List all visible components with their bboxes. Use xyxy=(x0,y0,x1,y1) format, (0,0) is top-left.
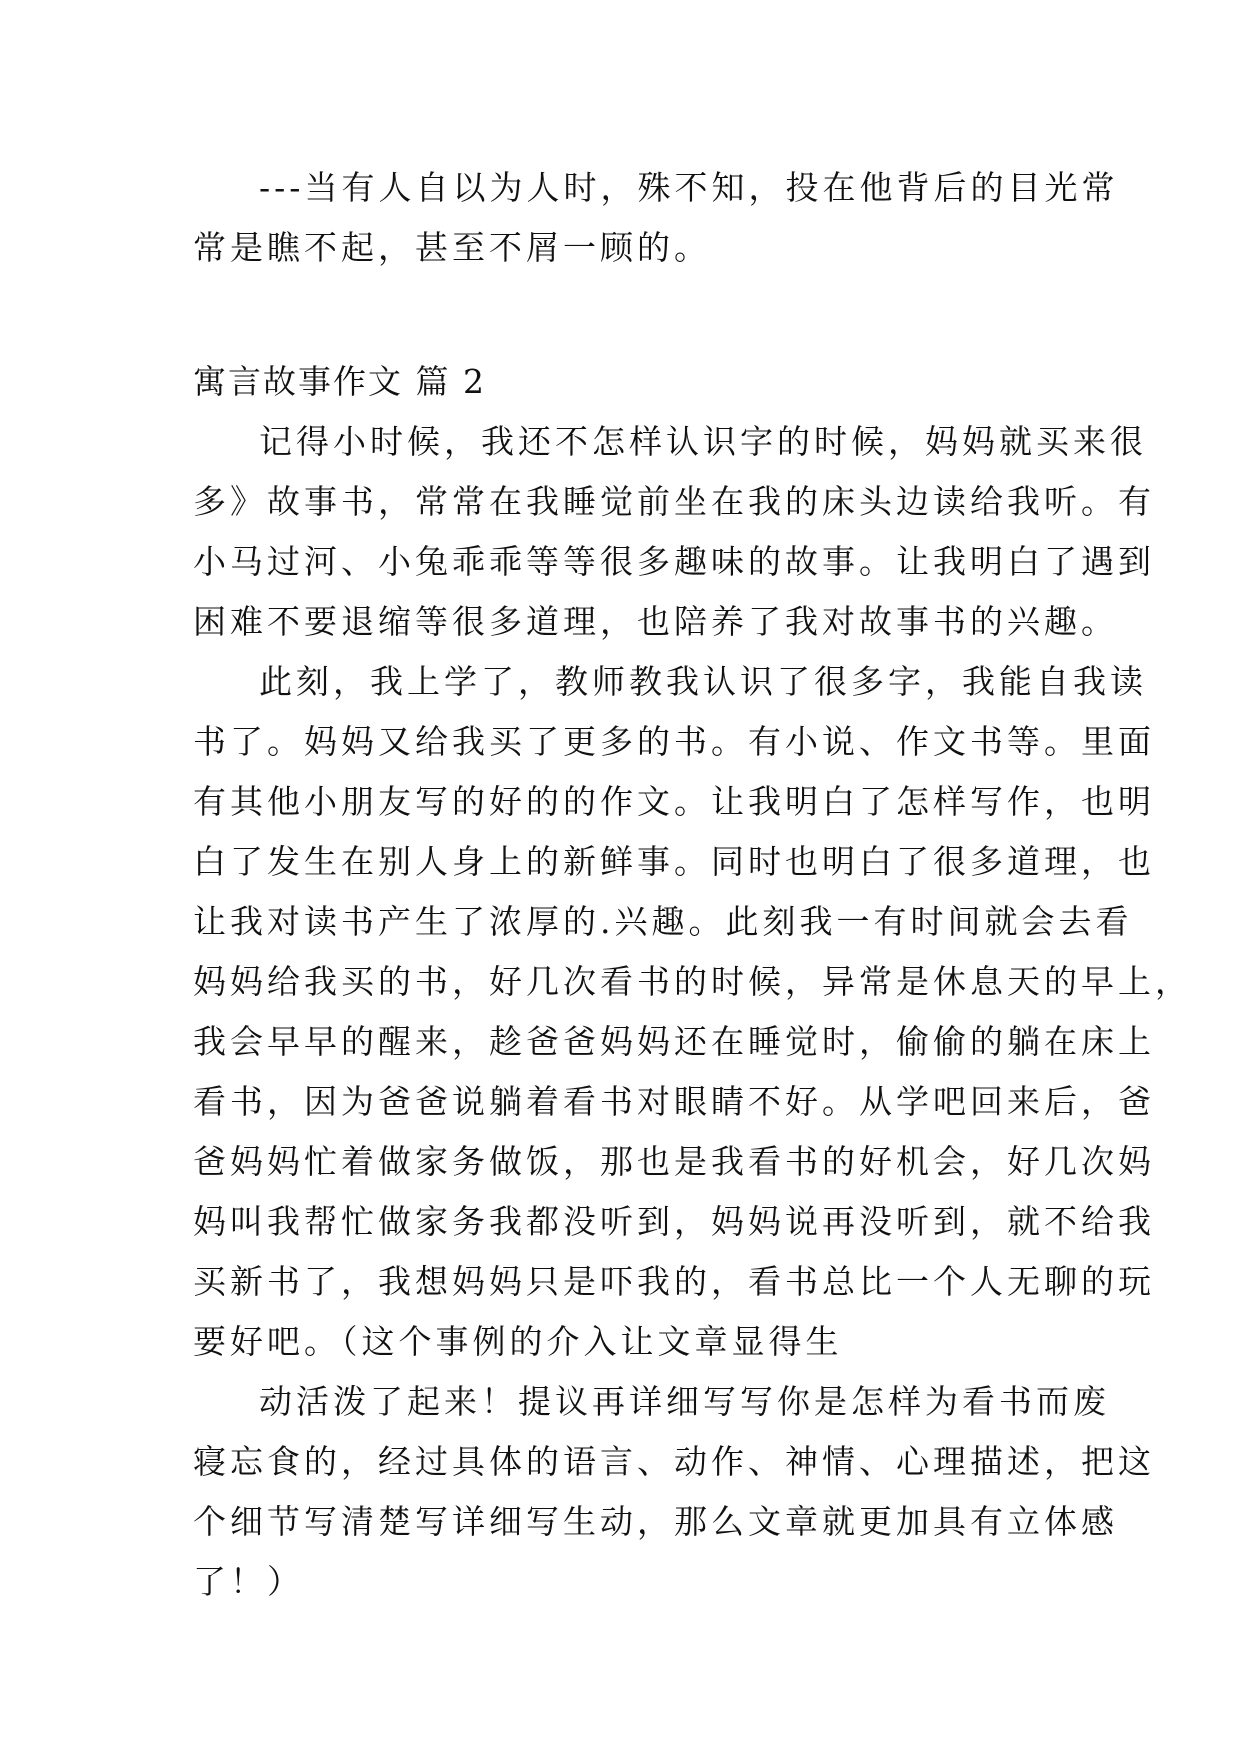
paragraph-line: 困难不要退缩等很多道理，也陪养了我对故事书的兴趣。 xyxy=(193,602,1118,641)
paragraph-line: 买新书了，我想妈妈只是吓我的，看书总比一个人无聊的玩 xyxy=(193,1262,1155,1301)
paragraph-line: 个细节写清楚写详细写生动，那么文章就更加具有立体感 xyxy=(193,1502,1118,1541)
paragraph-line: 我会早早的醒来，趁爸爸妈妈还在睡觉时，偷偷的躺在床上 xyxy=(193,1022,1155,1061)
paragraph-line: 了！） xyxy=(193,1562,304,1601)
paragraph-line: 看书，因为爸爸说躺着看书对眼睛不好。从学吧回来后，爸 xyxy=(193,1082,1155,1121)
paragraph-line: 记得小时候，我还不怎样认识字的时候，妈妈就买来很 xyxy=(259,422,1147,461)
paragraph-line: 寝忘食的，经过具体的语言、动作、神情、心理描述，把这 xyxy=(193,1442,1155,1481)
paragraph-line: 动活泼了起来！提议再详细写写你是怎样为看书而废 xyxy=(259,1382,1110,1421)
paragraph-line: 妈叫我帮忙做家务我都没听到，妈妈说再没听到，就不给我 xyxy=(193,1202,1155,1241)
paragraph-gap xyxy=(193,278,1053,352)
paragraph-line: 让我对读书产生了浓厚的.兴趣。此刻我一有时间就会去看 xyxy=(193,902,1133,941)
section-title: 寓言故事作文 篇 2 xyxy=(193,362,486,401)
document-body xyxy=(193,158,1192,1612)
intro-line: 常是瞧不起，甚至不屑一顾的。 xyxy=(193,228,711,267)
paragraph-line: 书了。妈妈又给我买了更多的书。有小说、作文书等。里面 xyxy=(193,722,1155,761)
paragraph-line: 爸妈妈忙着做家务做饭，那也是我看书的好机会，好几次妈 xyxy=(193,1142,1155,1181)
paragraph-line: 此刻，我上学了，教师教我认识了很多字，我能自我读 xyxy=(259,662,1147,701)
paragraph-line: 要好吧。（这个事例的介入让文章显得生 xyxy=(193,1322,843,1361)
paragraph-line: 有其他小朋友写的好的的作文。让我明白了怎样写作，也明 xyxy=(193,782,1155,821)
paragraph-line: 妈妈给我买的书，好几次看书的时候，异常是休息天的早上， xyxy=(193,962,1192,1001)
paragraph-line: 多》故事书，常常在我睡觉前坐在我的床头边读给我听。有 xyxy=(193,482,1155,521)
paragraph-line: 小马过河、小兔乖乖等等很多趣味的故事。让我明白了遇到 xyxy=(193,542,1155,581)
paragraph-line: 白了发生在别人身上的新鲜事。同时也明白了很多道理，也 xyxy=(193,842,1155,881)
intro-line: ---当有人自以为人时，殊不知，投在他背后的目光常 xyxy=(259,168,1119,207)
